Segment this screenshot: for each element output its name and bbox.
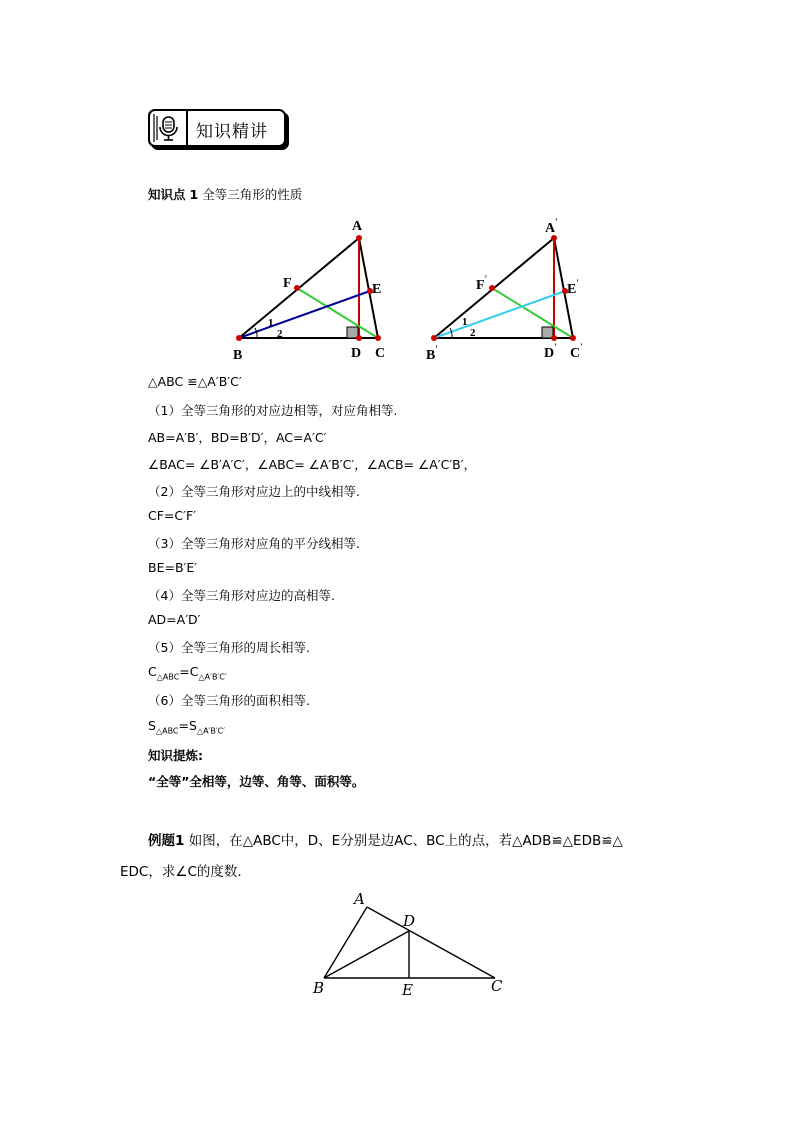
summary-title: 知识提炼:	[148, 748, 203, 763]
point-c	[375, 335, 381, 341]
label-c-prime: C'	[570, 342, 583, 361]
congruence-statement: △ABC ≌△A′B′C′	[148, 374, 242, 389]
point-f	[294, 285, 300, 291]
segment-bd	[324, 931, 409, 978]
ex-label-e: E	[402, 981, 413, 999]
property-3: （3）全等三角形对应角的平分线相等.	[148, 536, 360, 551]
label-angle-2-prime: 2	[470, 327, 476, 339]
ex-label-a: A	[354, 890, 365, 908]
label-angle-1: 1	[268, 317, 274, 329]
point-d-prime	[551, 335, 557, 341]
label-e-prime: E'	[567, 278, 579, 297]
label-d-prime: D'	[544, 342, 557, 361]
property-6: （6）全等三角形的面积相等.	[148, 693, 310, 708]
example-line-1	[148, 829, 623, 849]
figure-right-triangle	[420, 212, 595, 367]
example-text-2: EDC，求∠C的度数.	[120, 864, 242, 880]
property-1-angles: ∠BAC= ∠B′A′C′，∠ABC= ∠A′B′C′，∠ACB= ∠A′C′B′，	[148, 457, 477, 472]
property-5-equation: $C_{\triangle ABC}=C_{\triangle A'B'C'}$	[148, 664, 227, 682]
heading-text: 全等三角形的性质	[202, 187, 303, 202]
label-c: C	[375, 346, 386, 361]
segment-ab	[324, 907, 367, 978]
point-a	[356, 235, 362, 241]
property-4: （4）全等三角形对应边的高相等.	[148, 588, 335, 603]
badge-title: 知识精讲	[196, 122, 268, 142]
label-a: A	[352, 219, 363, 234]
point-c-prime	[570, 335, 576, 341]
section-heading	[148, 185, 302, 203]
point-b	[236, 335, 242, 341]
ex-label-b: B	[313, 979, 325, 997]
point-d	[356, 335, 362, 341]
right-angle-mark	[347, 327, 358, 338]
figure-left-triangle	[225, 212, 400, 367]
property-5: （5）全等三角形的周长相等.	[148, 640, 310, 655]
label-angle-2: 2	[277, 328, 283, 340]
property-3-equation: BE=B′E′	[148, 560, 198, 575]
property-1-sides: AB=A′B′，BD=B′D′，AC=A′C′	[148, 430, 327, 445]
example-text-1: 如图，在△ABC中，D、E分别是边AC、BC上的点，若△ADB≌△EDB≌△	[188, 833, 623, 849]
label-angle-1-prime: 1	[462, 316, 468, 328]
label-a-prime: A'	[545, 217, 558, 236]
label-f: F	[283, 276, 292, 291]
label-b-prime: B'	[426, 344, 438, 363]
section-badge	[148, 109, 286, 147]
property-6-equation: $S_{\triangle ABC}=S_{\triangle A'B'C'}$	[148, 718, 226, 736]
property-4-equation: AD=A′D′	[148, 612, 201, 627]
microphone-icon	[150, 111, 186, 145]
label-f-prime: F'	[476, 274, 488, 293]
right-angle-mark	[542, 327, 553, 338]
property-2-equation: CF=C′F′	[148, 508, 196, 523]
property-2: （2）全等三角形对应边上的中线相等.	[148, 484, 360, 499]
point-f-prime	[489, 285, 495, 291]
heading-num: 1	[189, 187, 199, 202]
label-e: E	[372, 282, 382, 297]
example-label: 例题1	[148, 833, 185, 849]
label-b: B	[233, 348, 243, 363]
point-b-prime	[431, 335, 437, 341]
heading-label: 知识点	[148, 187, 186, 202]
example-figure	[305, 890, 510, 1000]
ex-label-c: C	[491, 977, 503, 995]
label-d: D	[351, 346, 362, 361]
summary-text: “全等”全相等，边等、角等、面积等。	[148, 774, 365, 789]
segment-ac	[367, 907, 495, 978]
property-1: （1）全等三角形的对应边相等，对应角相等.	[148, 403, 398, 418]
ex-label-d: D	[403, 912, 416, 930]
badge-divider	[186, 111, 188, 145]
